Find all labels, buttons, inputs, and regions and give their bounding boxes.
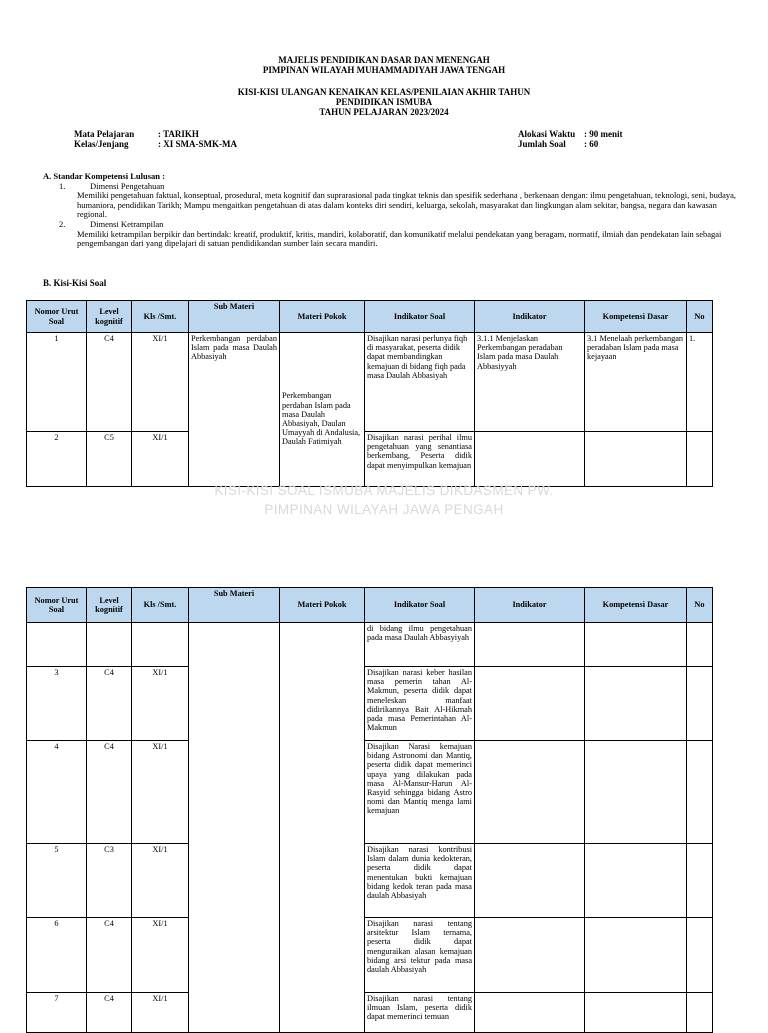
skl-item-head: Dimensi Pengetahuan — [90, 180, 165, 191]
watermark — [0, 481, 768, 519]
watermark-line-2: PIMPINAN WILAYAH JAWA PENGAH — [264, 502, 504, 517]
skl-item-body: Memiliki pengetahuan faktual, konseptual, prosedural, meta kognitif dan suprarasional pada tingkat teknis dan spesifik sederhana , berkenaan dengan: ilmu pengetahuan, teknologi, seni, budaya, humaniora, pendidikan Tarikh; Mampu mengaitkan pengetahuan di atas dalam konteks diri sendiri, keluarga, sekolah, masyarakat dan lingkungan alam sekitar, bangsa, negara dan kawasan regional. — [77, 190, 737, 220]
cell-indikator — [475, 741, 585, 844]
table-row — [27, 333, 713, 432]
meta-waktu-label: Alokasi Waktu — [518, 129, 576, 139]
table-row — [27, 993, 713, 1033]
section-b-title: B. Kisi-Kisi Soal — [43, 278, 107, 288]
cell-level: C4 — [87, 333, 132, 432]
table-row — [27, 623, 713, 667]
meta-kelas-label: Kelas/Jenjang — [74, 139, 129, 149]
section-standar-kompetensi — [43, 172, 743, 249]
cell-level — [87, 623, 132, 667]
kisi-kisi-table-1 — [26, 300, 713, 487]
cell-kompetensi-dasar — [585, 667, 687, 741]
cell-indikator-soal — [365, 993, 475, 1033]
table-row — [27, 741, 713, 844]
table-row — [27, 918, 713, 993]
skl-item-head: Dimensi Ketrampilan — [90, 218, 164, 229]
cell-nomor: 4 — [27, 741, 87, 844]
cell-kls: XI/1 — [132, 667, 189, 741]
cell-indikator-soal: Disajikan narasi keber hasilan masa pemerin tahan Al-Makmun, peserta didik dapat meneleskan manfaat didirikannya Bait Al-Hikmah pada masa Pemerintahan Al-Makmun — [365, 667, 475, 741]
cell-materi-pokok — [280, 623, 365, 1033]
cell-indikator — [475, 667, 585, 741]
header-line-year: TAHUN PELAJARAN 2023/2024 — [319, 107, 449, 117]
cell-kls: XI/1 — [132, 333, 189, 432]
col-header-nomor: Nomor Urut Soal — [27, 301, 87, 333]
cell-nomor: 1 — [27, 333, 87, 432]
col-header-sub-materi: Sub Materi — [189, 301, 280, 333]
col-header-indikator: Indikator — [475, 301, 585, 333]
cell-indikator-soal: Disajikan narasi perlunya fiqh di masyarakat, peserta didik dapat membandingkan kemajuan di bidang fiqh pada masa Daulah Abbasiyah — [365, 333, 475, 432]
meta-mapel-label: Mata Pelajaran — [74, 129, 135, 139]
cell-kd-no — [687, 741, 713, 844]
cell-indikator — [475, 844, 585, 918]
table-row — [27, 844, 713, 918]
col-header-kls: Kls /Smt. — [132, 588, 189, 623]
cell-kd-no — [687, 844, 713, 918]
cell-kompetensi-dasar: 3.1 Menelaah perkembangan peradaban Islam pada masa kejayaan — [585, 333, 687, 432]
cell-kd-no — [687, 918, 713, 993]
cell-kd-no — [687, 993, 713, 1033]
cell-indikator-soal: Disajikan narasi kontribusi Islam dalam dunia kedokteran, peserta didik dapat menentukan bukti kemajuan bidang kedok teran pada masa daulah Abbasiyah — [365, 844, 475, 918]
col-header-sub-materi: Sub Materi — [189, 588, 280, 623]
cell-nomor: 7 — [27, 993, 87, 1033]
col-header-materi-pokok: Materi Pokok — [280, 301, 365, 333]
col-header-no: No — [687, 301, 713, 333]
header-line-majelis: MAJELIS PENDIDIKAN DASAR DAN MENENGAH — [278, 55, 490, 65]
meta-waktu-value: : 90 menit — [584, 129, 623, 139]
cell-kd-no — [687, 623, 713, 667]
skl-item-ketrampilan — [43, 220, 743, 249]
cell-nomor: 3 — [27, 667, 87, 741]
col-header-level: Level kognitif — [87, 301, 132, 333]
cell-kompetensi-dasar — [585, 918, 687, 993]
cell-kompetensi-dasar — [585, 432, 687, 487]
col-header-indikator-soal: Indikator Soal — [365, 588, 475, 623]
header-line-subject: PENDIDIKAN ISMUBA — [335, 97, 433, 107]
meta-soal-label: Jumlah Soal — [518, 139, 566, 149]
cell-indikator — [475, 918, 585, 993]
cell-indikator-soal: Disajikan narasi tentang arsitektur Islam ternama, peserta didik dapat menguraikan alasan kemajuan bidang arsi tektur pada masa daulah Abbasiyah — [365, 918, 475, 993]
section-a-title: A. Standar Kompetensi Lulusan : — [43, 171, 165, 181]
cell-kls — [132, 623, 189, 667]
cell-sub-materi: Perkembangan perdaban Islam pada masa Daulah Abbasiyah — [189, 333, 280, 487]
table-row — [27, 667, 713, 741]
cell-indikator — [475, 623, 585, 667]
skl-item-number: 2. — [59, 218, 66, 229]
skl-item-body: Memiliki ketrampilan berpikir dan bertindak: kreatif, produktif, kritis, mandiri, kolaboratif, dan komunikatif melalui pendekatan yang beragam, normatif, ilmiah dan pendekatan lain sebagai pengembangan dari yang dipelajari di satuan pendidikandan sumber lain secara mandiri. — [77, 228, 722, 249]
cell-indikator-soal: Disajikan Narasi kemajuan bidang Astronomi dan Mantiq, peserta didik dapat memerinci upaya yang dilakukan pada masa Al-Mansur-Harun Al-Rasyid sehingga bidang Astro nomi dan Mantiq menga lami kemajuan — [365, 741, 475, 844]
cell-indikator: 3.1.1 Menjelaskan Perkembangan peradaban Islam pada masa Daulah Abbasiyyah — [475, 333, 585, 432]
col-header-kompetensi-dasar: Kompetensi Dasar — [585, 588, 687, 623]
cell-nomor: 5 — [27, 844, 87, 918]
watermark-line-1: KISI-KISI SOAL ISMUBA MAJELIS DIKDASMEN PW. — [214, 483, 554, 498]
col-header-no: No — [687, 588, 713, 623]
cell-kls: XI/1 — [132, 741, 189, 844]
cell-nomor: 6 — [27, 918, 87, 993]
cell-kls: XI/1 — [132, 432, 189, 487]
cell-nomor: 2 — [27, 432, 87, 487]
cell-kd-no — [687, 667, 713, 741]
cell-indikator — [475, 993, 585, 1033]
meta-soal-value: : 60 — [584, 139, 599, 149]
cell-level: C4 — [87, 741, 132, 844]
cell-kd-no — [687, 432, 713, 487]
cell-indikator-soal-text: Disajikan narasi tentang ilmuan Islam, peserta didik dapat memerinci temuan — [367, 994, 472, 1022]
col-header-indikator-soal: Indikator Soal — [365, 301, 475, 333]
col-header-level: Level kognitif — [87, 588, 132, 623]
cell-indikator-soal — [365, 432, 475, 487]
skl-item-pengetahuan — [43, 182, 743, 220]
table-row — [27, 432, 713, 487]
cell-level: C4 — [87, 918, 132, 993]
col-header-nomor: Nomor Urut Soal — [27, 588, 87, 623]
cell-level: C4 — [87, 667, 132, 741]
header-line-kisi-kisi: KISI-KISI ULANGAN KENAIKAN KELAS/PENILAIAN AKHIR TAHUN — [237, 87, 531, 97]
kisi-kisi-table-2 — [26, 587, 713, 1033]
cell-indikator — [475, 432, 585, 487]
skl-item-number: 1. — [59, 180, 66, 191]
col-header-materi-pokok: Materi Pokok — [280, 588, 365, 623]
document-header — [0, 55, 768, 117]
cell-level: C3 — [87, 844, 132, 918]
cell-materi-pokok: Perkembangan perdaban Islam pada masa Daulah Abbasiyah, Daulan Umayyah di Andalusia, Daulah Fatimiyah — [280, 333, 365, 487]
col-header-kompetensi-dasar: Kompetensi Dasar — [585, 301, 687, 333]
cell-kd-no: 1. — [687, 333, 713, 432]
meta-right — [518, 129, 623, 149]
cell-sub-materi — [189, 623, 280, 1033]
cell-kompetensi-dasar — [585, 844, 687, 918]
cell-kls: XI/1 — [132, 918, 189, 993]
cell-level: C5 — [87, 432, 132, 487]
cell-level: C4 — [87, 993, 132, 1033]
meta-left — [74, 129, 237, 149]
cell-kompetensi-dasar — [585, 623, 687, 667]
header-line-pimpinan: PIMPINAN WILAYAH MUHAMMADIYAH JAWA TENGAH — [262, 65, 506, 75]
cell-kls: XI/1 — [132, 844, 189, 918]
meta-kelas-value: : XI SMA-SMK-MA — [158, 139, 237, 149]
col-header-kls: Kls /Smt. — [132, 301, 189, 333]
cell-kompetensi-dasar — [585, 741, 687, 844]
cell-kompetensi-dasar — [585, 993, 687, 1033]
cell-indikator-soal: di bidang ilmu pengetahuan pada masa Daulah Abbasyiyah — [365, 623, 475, 667]
cell-nomor — [27, 623, 87, 667]
cell-indikator-soal-text: Disajikan narasi perihal ilmu pengetahuan yang senantiasa berkembang, Peserta didik dapat menyimpulkan kemajuan — [367, 433, 472, 470]
col-header-indikator: Indikator — [475, 588, 585, 623]
meta-mapel-value: : TARIKH — [158, 129, 199, 139]
cell-kls: XI/1 — [132, 993, 189, 1033]
